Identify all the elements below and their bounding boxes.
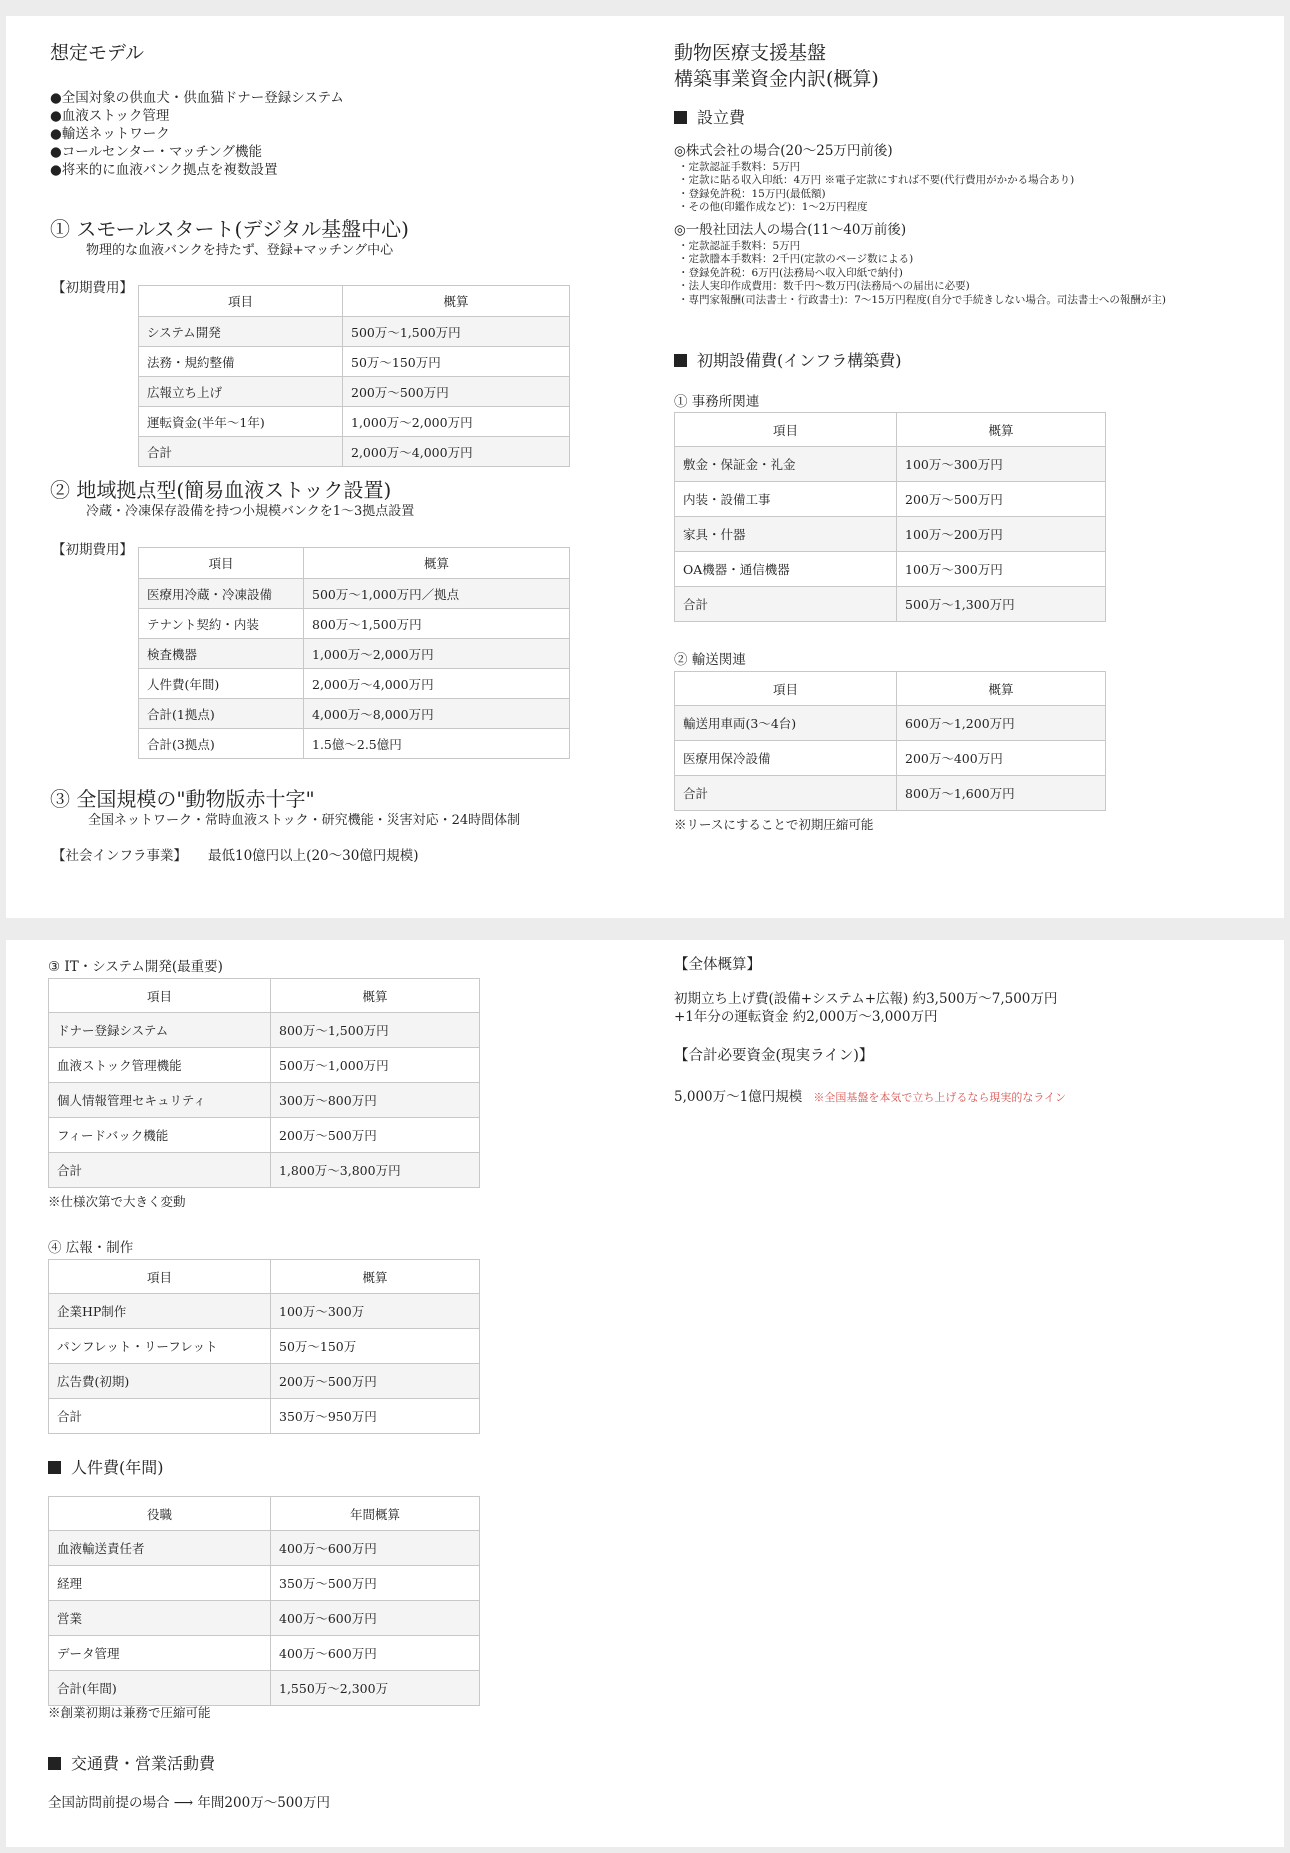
table-header-cell: 概算: [343, 286, 570, 317]
summary-title: 【全体概算】: [674, 957, 761, 973]
table-cell: 600万～1,200万円: [897, 706, 1106, 741]
table-cell: 合計: [49, 1399, 271, 1434]
table-header-row: [675, 672, 1106, 706]
table-cell: 200万～500万円: [271, 1118, 480, 1153]
table-row: [139, 639, 570, 669]
table-row: [49, 1013, 480, 1048]
table-cell: 経理: [49, 1566, 271, 1601]
kk-cost-line: ・定款認証手数料：5万円: [678, 161, 801, 173]
table-row: [139, 407, 570, 437]
table-row: [49, 1329, 480, 1364]
table-cell: 350万～500万円: [271, 1566, 480, 1601]
table-row: [49, 1671, 480, 1706]
it-title: ③ IT・システム開発(最重要): [48, 959, 223, 975]
table-header-row: [139, 548, 570, 579]
table-cell: 1,550万～2,300万: [271, 1671, 480, 1706]
travel-text: 全国訪問前提の場合 ⟶ 年間200万～500万円: [48, 1795, 330, 1811]
table-cell: 1,000万～2,000万円: [304, 639, 570, 669]
table-cell: 敷金・保証金・礼金: [675, 447, 897, 482]
table-row: [139, 317, 570, 347]
table-row: [139, 699, 570, 729]
table-row: [675, 447, 1106, 482]
table-header-row: [675, 413, 1106, 447]
setup-title: 設立費: [697, 108, 746, 127]
s2-cost-table: [138, 547, 570, 759]
table-cell: 広告費(初期): [49, 1364, 271, 1399]
s1-cost-table: [138, 285, 570, 467]
table-row: [49, 1531, 480, 1566]
table-cell: 4,000万～8,000万円: [304, 699, 570, 729]
table-cell: 合計(1拠点): [139, 699, 304, 729]
right-title-2: 構築事業資金内訳(概算): [674, 68, 879, 90]
table-header-cell: 概算: [897, 413, 1106, 447]
table-cell: 医療用冷蔵・冷凍設備: [139, 579, 304, 609]
bottom-panel: [6, 940, 1284, 1847]
table-cell: データ管理: [49, 1636, 271, 1671]
table-row: [49, 1364, 480, 1399]
table-cell: 2,000万～4,000万円: [304, 669, 570, 699]
table-cell: 血液輸送責任者: [49, 1531, 271, 1566]
pr-cost-table: [48, 1259, 480, 1434]
square-bullet-icon: [674, 111, 687, 124]
table-row: [139, 347, 570, 377]
it-cost-table: [48, 978, 480, 1188]
table-cell: 合計: [675, 776, 897, 811]
table-row: [49, 1153, 480, 1188]
table-header-cell: 項目: [675, 413, 897, 447]
it-note: ※仕様次第で大きく変動: [48, 1194, 186, 1209]
kk-title: ◎株式会社の場合(20～25万円前後): [674, 143, 893, 159]
table-header-row: [49, 1260, 480, 1294]
table-cell: 400万～600万円: [271, 1531, 480, 1566]
square-bullet-icon: [48, 1757, 61, 1770]
table-cell: 合計(年間): [49, 1671, 271, 1706]
table-cell: 医療用保冷設備: [675, 741, 897, 776]
table-cell: 350万～950万円: [271, 1399, 480, 1434]
office-title: ① 事務所関連: [674, 394, 760, 410]
ip-cost-line: ・定款認証手数料：5万円: [678, 240, 801, 252]
table-cell: 1.5億～2.5億円: [304, 729, 570, 759]
lease-note: ※リースにすることで初期圧縮可能: [674, 817, 874, 832]
kk-cost-lines: [678, 161, 1074, 215]
table-cell: フィードバック機能: [49, 1118, 271, 1153]
table-row: [49, 1294, 480, 1329]
travel-title: 交通費・営業活動費: [71, 1754, 216, 1773]
table-cell: 運転資金(半年～1年): [139, 407, 343, 437]
table-cell: 人件費(年間): [139, 669, 304, 699]
table-header-cell: 項目: [49, 1260, 271, 1294]
table-cell: 500万～1,300万円: [897, 587, 1106, 622]
ip-cost-lines: [678, 240, 1166, 307]
setup-heading: [674, 107, 745, 129]
table-row: [139, 437, 570, 467]
table-cell: 500万～1,000万円／拠点: [304, 579, 570, 609]
table-cell: 800万～1,600万円: [897, 776, 1106, 811]
table-row: [675, 587, 1106, 622]
table-cell: 合計: [139, 437, 343, 467]
kk-cost-line: ・登録免許税：15万円(最低額): [678, 187, 826, 200]
square-bullet-icon: [48, 1461, 61, 1474]
table-header-row: [49, 1497, 480, 1531]
table-cell: パンフレット・リーフレット: [49, 1329, 271, 1364]
summary-line-2: +1年分の運転資金 約2,000万～3,000万円: [674, 1009, 938, 1025]
square-bullet-icon: [674, 354, 687, 367]
table-row: [139, 377, 570, 407]
transport-title: ② 輸送関連: [674, 652, 746, 668]
table-cell: 法務・規約整備: [139, 347, 343, 377]
table-row: [49, 1048, 480, 1083]
table-row: [675, 741, 1106, 776]
required-note: ※全国基盤を本気で立ち上げるなら現実的なライン: [813, 1091, 1067, 1104]
ip-cost-line: ・定款謄本手数料：2千円(定款のページ数による): [678, 253, 914, 266]
table-cell: 200万～500万円: [271, 1364, 480, 1399]
table-cell: 合計(3拠点): [139, 729, 304, 759]
table-cell: 200万～400万円: [897, 741, 1106, 776]
s3-label: 【社会インフラ事業】: [52, 848, 187, 864]
infra-heading: [674, 350, 902, 372]
table-row: [675, 776, 1106, 811]
table-cell: 500万～1,000万円: [271, 1048, 480, 1083]
table-cell: 個人情報管理セキュリティ: [49, 1083, 271, 1118]
table-cell: 100万～200万円: [897, 517, 1106, 552]
s3-title: ③ 全国規模の"動物版赤十字": [50, 787, 315, 811]
table-cell: 合計: [675, 587, 897, 622]
travel-heading: [48, 1753, 215, 1775]
right-title-1: 動物医療支援基盤: [674, 42, 827, 64]
table-cell: 400万～600万円: [271, 1636, 480, 1671]
s2-subtitle: 冷蔵・冷凍保存設備を持つ小規模バンクを1～3拠点設置: [86, 504, 415, 519]
model-bullet-item: ●血液ストック管理: [50, 108, 170, 124]
table-cell: 営業: [49, 1601, 271, 1636]
table-cell: 1,000万～2,000万円: [343, 407, 570, 437]
table-cell: 200万～500万円: [343, 377, 570, 407]
table-cell: 800万～1,500万円: [271, 1013, 480, 1048]
table-cell: 2,000万～4,000万円: [343, 437, 570, 467]
table-row: [675, 552, 1106, 587]
table-row: [139, 729, 570, 759]
table-cell: 広報立ち上げ: [139, 377, 343, 407]
table-cell: 家具・什器: [675, 517, 897, 552]
table-cell: 検査機器: [139, 639, 304, 669]
s3-subtitle: 全国ネットワーク・常時血液ストック・研究機能・災害対応・24時間体制: [88, 813, 521, 828]
table-row: [139, 579, 570, 609]
table-cell: 300万～800万円: [271, 1083, 480, 1118]
staff-cost-table: [48, 1496, 480, 1706]
model-bullet-item: ●将来的に血液バンク拠点を複数設置: [50, 162, 278, 178]
model-bullet-item: ●コールセンター・マッチング機能: [50, 144, 262, 160]
ip-cost-line: ・法人実印作成費用：数千円～数万円(法務局への届出に必要): [678, 280, 970, 293]
s1-label: 【初期費用】: [52, 280, 133, 296]
table-cell: 輸送用車両(3～4台): [675, 706, 897, 741]
transport-cost-table: [674, 671, 1106, 811]
table-row: [49, 1601, 480, 1636]
table-cell: 800万～1,500万円: [304, 609, 570, 639]
model-title: 想定モデル: [50, 42, 145, 64]
table-row: [49, 1636, 480, 1671]
top-panel: [6, 16, 1284, 918]
table-row: [49, 1566, 480, 1601]
s1-title: ① スモールスタート(デジタル基盤中心): [50, 217, 409, 241]
model-bullet-item: ●輸送ネットワーク: [50, 126, 170, 142]
table-cell: 合計: [49, 1153, 271, 1188]
staff-note: ※創業初期は兼務で圧縮可能: [48, 1705, 211, 1720]
table-cell: OA機器・通信機器: [675, 552, 897, 587]
table-cell: 血液ストック管理機能: [49, 1048, 271, 1083]
table-cell: 100万～300万: [271, 1294, 480, 1329]
required-value: 5,000万～1億円規模: [674, 1089, 803, 1105]
table-row: [49, 1118, 480, 1153]
infra-title: 初期設備費(インフラ構築費): [697, 351, 902, 370]
summary-line-1: 初期立ち上げ費(設備+システム+広報) 約3,500万～7,500万円: [674, 991, 1058, 1007]
staff-heading: [48, 1457, 164, 1479]
table-header-row: [139, 286, 570, 317]
table-row: [675, 517, 1106, 552]
table-header-cell: 概算: [897, 672, 1106, 706]
table-row: [675, 482, 1106, 517]
table-cell: 100万～300万円: [897, 447, 1106, 482]
table-header-cell: 概算: [271, 979, 480, 1013]
s1-subtitle: 物理的な血液バンクを持たず、登録+マッチング中心: [86, 243, 394, 258]
ip-cost-line: ・登録免許税：6万円(法務局へ収入印紙で納付): [678, 266, 903, 279]
table-header-cell: 役職: [49, 1497, 271, 1531]
s2-label: 【初期費用】: [52, 542, 133, 558]
table-cell: システム開発: [139, 317, 343, 347]
table-header-cell: 項目: [139, 286, 343, 317]
required-title: 【合計必要資金(現実ライン)】: [674, 1048, 874, 1064]
table-row: [49, 1083, 480, 1118]
table-cell: 50万～150万円: [343, 347, 570, 377]
table-row: [139, 609, 570, 639]
table-header-cell: 項目: [49, 979, 271, 1013]
ip-title: ◎一般社団法人の場合(11～40万前後): [674, 222, 907, 238]
s3-value: 最低10億円以上(20～30億円規模): [208, 848, 419, 864]
table-cell: ドナー登録システム: [49, 1013, 271, 1048]
table-cell: 企業HP制作: [49, 1294, 271, 1329]
table-cell: 100万～300万円: [897, 552, 1106, 587]
table-cell: 50万～150万: [271, 1329, 480, 1364]
table-row: [49, 1399, 480, 1434]
ip-cost-line: ・専門家報酬(司法書士・行政書士)：7～15万円程度(自分で手続きしない場合。司法書士への報酬が主): [678, 293, 1166, 306]
kk-cost-line: ・定款に貼る収入印紙：4万円 ※電子定款にすれば不要(代行費用がかかる場合あり): [678, 174, 1075, 187]
required-line: [674, 1085, 1066, 1105]
table-header-cell: 項目: [675, 672, 897, 706]
model-bullet-item: ●全国対象の供血犬・供血猫ドナー登録システム: [50, 90, 344, 106]
table-row: [675, 706, 1106, 741]
pr-title: ④ 広報・制作: [48, 1240, 134, 1256]
model-bullet-list: [50, 89, 344, 179]
table-header-cell: 概算: [304, 548, 570, 579]
table-cell: 内装・設備工事: [675, 482, 897, 517]
table-cell: 200万～500万円: [897, 482, 1106, 517]
office-cost-table: [674, 412, 1106, 622]
table-cell: 1,800万～3,800万円: [271, 1153, 480, 1188]
table-header-cell: 概算: [271, 1260, 480, 1294]
table-cell: 500万～1,500万円: [343, 317, 570, 347]
table-cell: 400万～600万円: [271, 1601, 480, 1636]
table-row: [139, 669, 570, 699]
s2-title: ② 地域拠点型(簡易血液ストック設置): [50, 478, 392, 502]
table-header-cell: 項目: [139, 548, 304, 579]
table-cell: テナント契約・内装: [139, 609, 304, 639]
staff-title: 人件費(年間): [71, 1458, 164, 1477]
table-header-cell: 年間概算: [271, 1497, 480, 1531]
kk-cost-line: ・その他(印鑑作成など)：1～2万円程度: [678, 201, 868, 214]
table-header-row: [49, 979, 480, 1013]
